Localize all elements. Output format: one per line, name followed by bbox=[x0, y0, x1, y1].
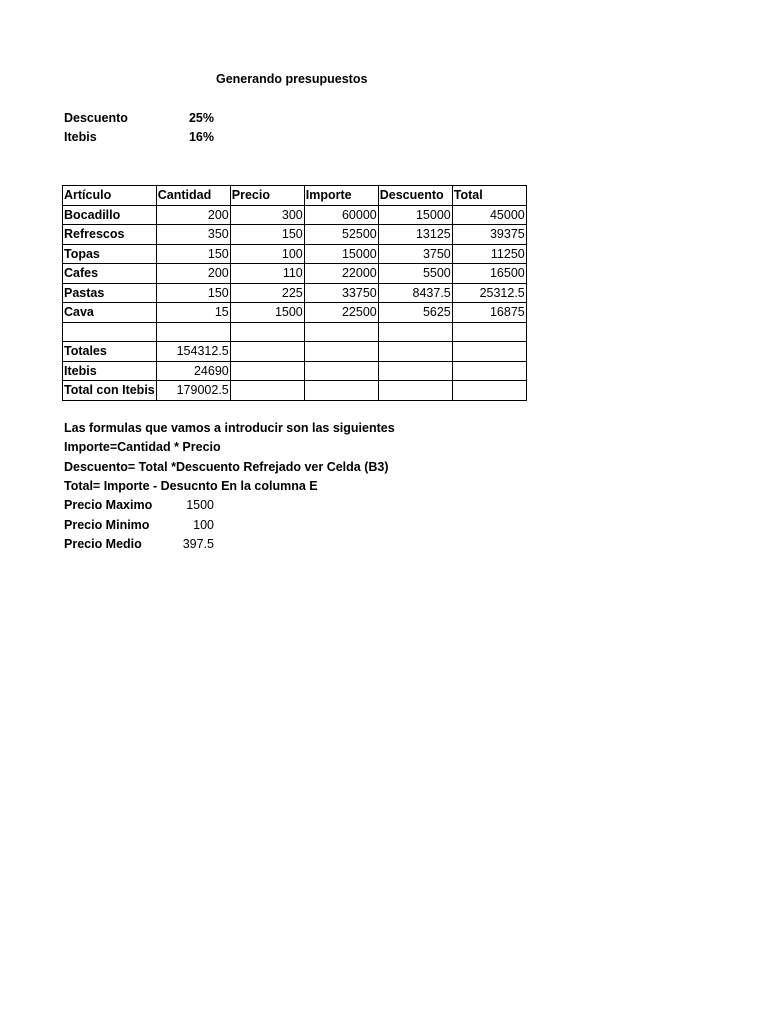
summary-value-totales: 154312.5 bbox=[156, 342, 230, 362]
cell-importe: 22000 bbox=[304, 264, 378, 284]
cell-articulo: Refrescos bbox=[63, 225, 157, 245]
cell-descuento: 8437.5 bbox=[378, 283, 452, 303]
empty-cell bbox=[230, 322, 304, 342]
discount-value: 25% bbox=[188, 111, 214, 125]
table-row bbox=[63, 244, 527, 264]
cell-importe: 22500 bbox=[304, 303, 378, 323]
max-price-label: Precio Maximo bbox=[64, 498, 153, 512]
table-row bbox=[63, 205, 527, 225]
cell-precio: 110 bbox=[230, 264, 304, 284]
empty-cell bbox=[378, 381, 452, 401]
cell-precio: 225 bbox=[230, 283, 304, 303]
cell-cantidad: 150 bbox=[156, 244, 230, 264]
empty-cell bbox=[230, 361, 304, 381]
summary-row bbox=[63, 361, 527, 381]
cell-cantidad: 350 bbox=[156, 225, 230, 245]
formula-intro: Las formulas que vamos a introducir son las siguientes bbox=[64, 421, 395, 435]
empty-cell bbox=[452, 322, 526, 342]
cell-articulo: Cava bbox=[63, 303, 157, 323]
cell-articulo: Pastas bbox=[63, 283, 157, 303]
max-price-value: 1500 bbox=[186, 498, 214, 512]
summary-label-total-con-itebis: Total con Itebis bbox=[63, 381, 157, 401]
cell-descuento: 13125 bbox=[378, 225, 452, 245]
summary-row bbox=[63, 342, 527, 362]
empty-cell bbox=[304, 322, 378, 342]
itebis-label: Itebis bbox=[64, 130, 97, 144]
empty-cell bbox=[378, 322, 452, 342]
cell-total: 11250 bbox=[452, 244, 526, 264]
formula-total: Total= Importe - Desucnto En la columna E bbox=[64, 479, 318, 493]
summary-label-totales: Totales bbox=[63, 342, 157, 362]
cell-descuento: 5500 bbox=[378, 264, 452, 284]
table-row bbox=[63, 303, 527, 323]
header-descuento: Descuento bbox=[378, 186, 452, 206]
cell-importe: 15000 bbox=[304, 244, 378, 264]
header-cantidad: Cantidad bbox=[156, 186, 230, 206]
header-importe: Importe bbox=[304, 186, 378, 206]
empty-cell bbox=[304, 361, 378, 381]
empty-cell bbox=[452, 381, 526, 401]
cell-total: 25312.5 bbox=[452, 283, 526, 303]
cell-precio: 150 bbox=[230, 225, 304, 245]
empty-cell bbox=[304, 342, 378, 362]
cell-cantidad: 200 bbox=[156, 264, 230, 284]
cell-total: 39375 bbox=[452, 225, 526, 245]
formula-importe: Importe=Cantidad * Precio bbox=[64, 440, 221, 454]
avg-price-value: 397.5 bbox=[182, 537, 214, 551]
empty-cell bbox=[230, 381, 304, 401]
cell-descuento: 15000 bbox=[378, 205, 452, 225]
sheet-title: Generando presupuestos bbox=[216, 72, 368, 86]
empty-cell bbox=[452, 342, 526, 362]
cell-total: 16500 bbox=[452, 264, 526, 284]
cell-precio: 100 bbox=[230, 244, 304, 264]
cell-importe: 33750 bbox=[304, 283, 378, 303]
table-row bbox=[63, 225, 527, 245]
cell-importe: 60000 bbox=[304, 205, 378, 225]
table-row bbox=[63, 264, 527, 284]
empty-cell bbox=[230, 342, 304, 362]
cell-articulo: Topas bbox=[63, 244, 157, 264]
cell-cantidad: 150 bbox=[156, 283, 230, 303]
cell-importe: 52500 bbox=[304, 225, 378, 245]
empty-cell bbox=[452, 361, 526, 381]
summary-value-itebis: 24690 bbox=[156, 361, 230, 381]
min-price-value: 100 bbox=[193, 518, 214, 532]
header-total: Total bbox=[452, 186, 526, 206]
formula-descuento: Descuento= Total *Descuento Refrejado ver Celda (B3) bbox=[64, 460, 389, 474]
min-price-label: Precio Minimo bbox=[64, 518, 150, 532]
cell-cantidad: 200 bbox=[156, 205, 230, 225]
cell-descuento: 5625 bbox=[378, 303, 452, 323]
header-precio: Precio bbox=[230, 186, 304, 206]
itebis-value: 16% bbox=[188, 130, 214, 144]
summary-value-total-con-itebis: 179002.5 bbox=[156, 381, 230, 401]
table-row bbox=[63, 283, 527, 303]
table-header-row bbox=[63, 186, 527, 206]
summary-label-itebis: Itebis bbox=[63, 361, 157, 381]
cell-precio: 1500 bbox=[230, 303, 304, 323]
empty-cell bbox=[156, 322, 230, 342]
header-articulo: Artículo bbox=[63, 186, 157, 206]
discount-label: Descuento bbox=[64, 111, 128, 125]
cell-descuento: 3750 bbox=[378, 244, 452, 264]
empty-cell bbox=[378, 342, 452, 362]
cell-articulo: Cafes bbox=[63, 264, 157, 284]
cell-articulo: Bocadillo bbox=[63, 205, 157, 225]
empty-cell bbox=[63, 322, 157, 342]
budget-table bbox=[62, 185, 527, 401]
avg-price-label: Precio Medio bbox=[64, 537, 142, 551]
cell-cantidad: 15 bbox=[156, 303, 230, 323]
cell-total: 45000 bbox=[452, 205, 526, 225]
cell-total: 16875 bbox=[452, 303, 526, 323]
cell-precio: 300 bbox=[230, 205, 304, 225]
empty-row bbox=[63, 322, 527, 342]
empty-cell bbox=[378, 361, 452, 381]
summary-row bbox=[63, 381, 527, 401]
empty-cell bbox=[304, 381, 378, 401]
